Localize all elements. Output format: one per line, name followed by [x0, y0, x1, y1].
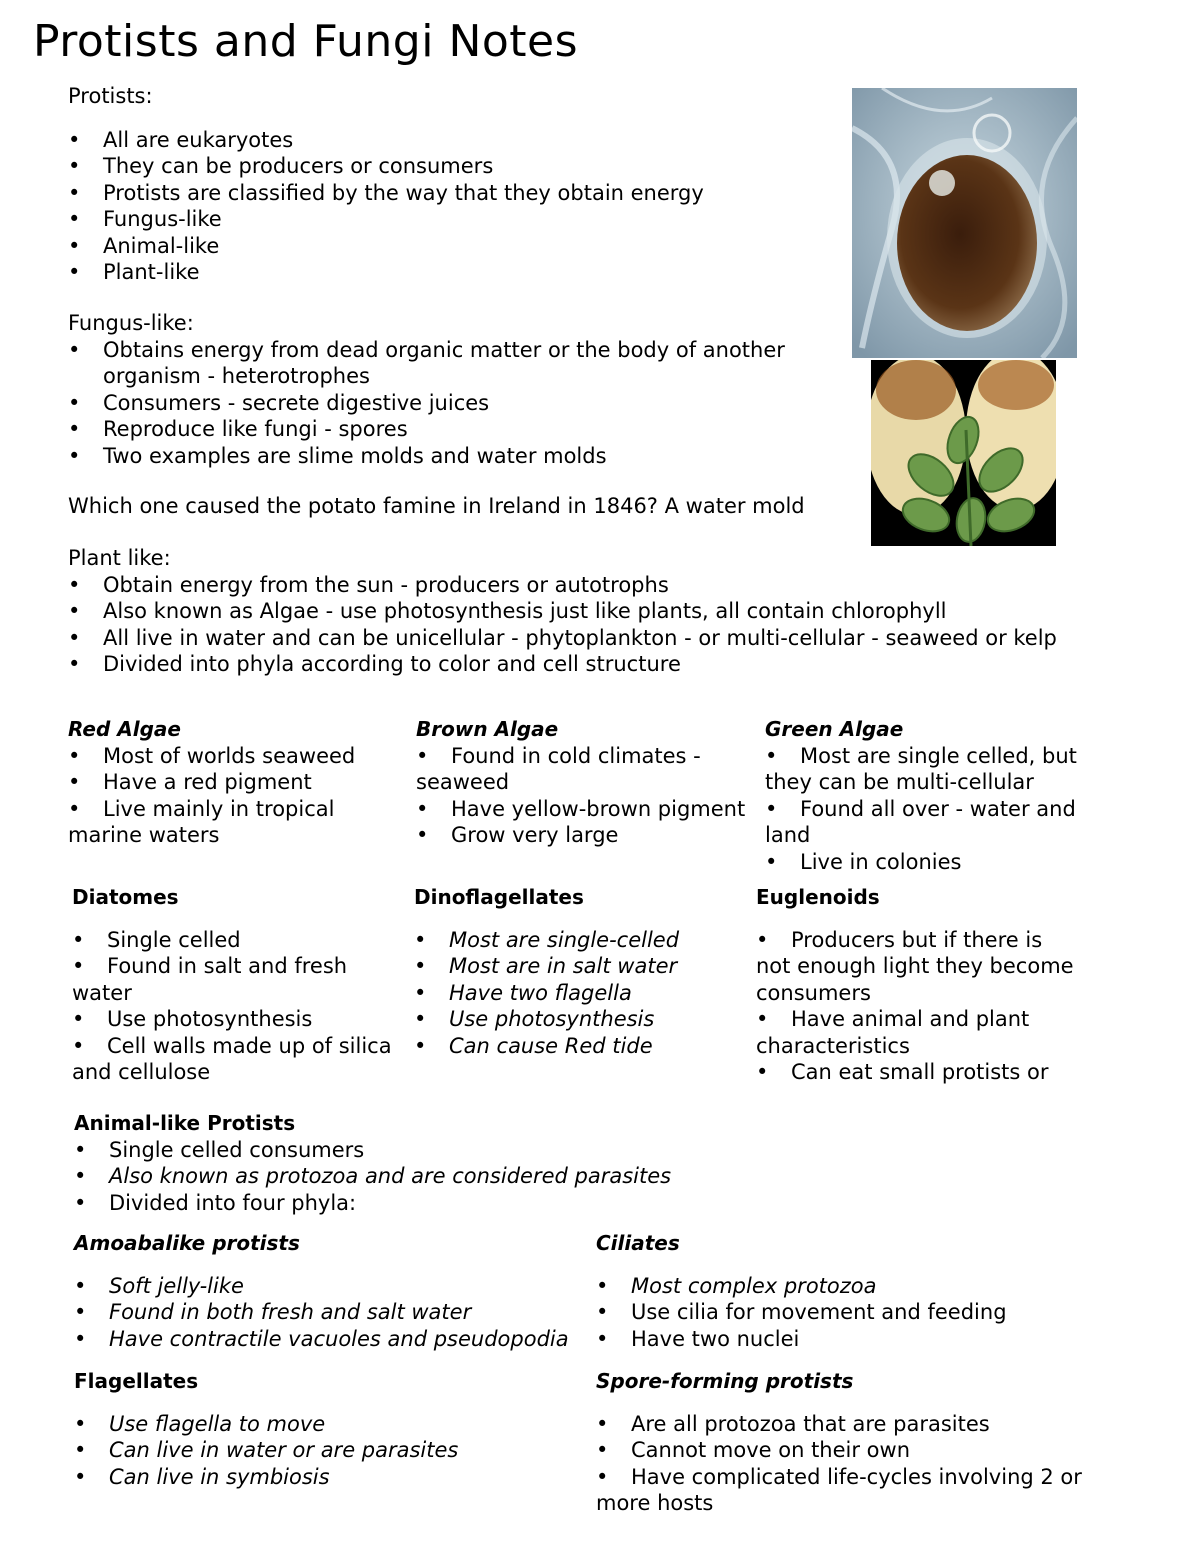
list-item: • Are all protozoa that are parasites	[596, 1411, 990, 1436]
list-item: • Also known as protozoa and are considered parasites	[74, 1163, 974, 1190]
fungus-like-section	[68, 310, 838, 469]
euglenoids-column	[756, 884, 1076, 1086]
spore-forming-column	[596, 1368, 1116, 1517]
list-item: • Can live in symbiosis	[74, 1464, 594, 1491]
amoeba-column	[74, 1230, 594, 1352]
list-item: • Soft jelly-like	[74, 1273, 594, 1300]
brown-algae-heading: Brown Algae	[416, 717, 559, 741]
dinoflagellates-heading: Dinoflagellates	[414, 885, 584, 909]
amoeba-heading: Amoabalike protists	[74, 1231, 300, 1255]
list-item: • Have two nuclei	[596, 1326, 1116, 1353]
ciliates-heading: Ciliates	[596, 1231, 680, 1255]
list-item: • Have a red pigment	[68, 770, 312, 794]
red-algae-column	[68, 716, 398, 849]
list-item: • Found in both fresh and salt water	[74, 1299, 594, 1326]
list-item: • Producers but if there is not enough light they become consumers	[756, 927, 1074, 1005]
dinoflagellates-column	[414, 884, 744, 1059]
diatomes-heading: Diatomes	[72, 885, 179, 909]
list-item: • Consumers - secrete digestive juices	[68, 390, 838, 417]
list-item: • Use flagella to move	[74, 1411, 594, 1438]
list-item: • Single celled consumers	[74, 1137, 974, 1164]
list-item: • Obtain energy from the sun - producers or autotrophs	[68, 572, 1058, 599]
animal-like-section	[74, 1110, 974, 1216]
list-item: • Divided into phyla according to color and cell structure	[68, 651, 1058, 678]
list-item: • Have contractile vacuoles and pseudopodia	[74, 1326, 594, 1353]
list-item: • Most complex protozoa	[596, 1273, 1116, 1300]
animal-like-heading: Animal-like Protists	[74, 1111, 296, 1135]
euglenoids-heading: Euglenoids	[756, 885, 880, 909]
list-item: • Most of worlds seaweed	[68, 743, 356, 768]
list-item: • Most are in salt water	[414, 953, 744, 980]
list-item: • Protists are classified by the way that they obtain energy	[68, 180, 848, 207]
diatomes-column	[72, 884, 402, 1086]
list-item: • Can live in water or are parasites	[74, 1437, 594, 1464]
list-item: • Grow very large	[416, 823, 619, 847]
list-item: • Animal-like	[68, 233, 848, 260]
red-algae-heading: Red Algae	[68, 717, 181, 741]
list-item: • Have yellow-brown pigment	[416, 796, 746, 821]
list-item: • Fungus-like	[68, 206, 848, 233]
spore-forming-heading: Spore-forming protists	[596, 1369, 854, 1393]
potato-blight-image	[871, 360, 1056, 546]
list-item: • Live in colonies	[765, 849, 962, 874]
plant-like-section	[68, 545, 1058, 678]
flagellates-heading: Flagellates	[74, 1369, 199, 1393]
list-item: • Single celled	[72, 927, 241, 952]
list-item: • Cell walls made up of silica and cellulose	[72, 1033, 392, 1084]
flagellates-column	[74, 1368, 594, 1490]
list-item: • Use photosynthesis	[414, 1006, 744, 1033]
list-item: • Reproduce like fungi - spores	[68, 416, 838, 443]
list-item: • Obtains energy from dead organic matter or the body of another organism - heterotrophes	[68, 337, 838, 390]
list-item: • Two examples are slime molds and water molds	[68, 443, 838, 470]
list-item: • Cannot move on their own	[596, 1438, 911, 1462]
list-item: • They can be producers or consumers	[68, 153, 848, 180]
list-item: • Divided into four phyla:	[74, 1190, 974, 1217]
protists-label: Protists:	[68, 84, 153, 108]
list-item: • Can eat small protists or	[756, 1060, 1049, 1084]
list-item: • Found all over - water and land	[765, 796, 1076, 847]
list-item: • Most are single celled, but they can be multi-cellular	[765, 743, 1077, 794]
list-item: • Found in cold climates - seaweed	[416, 743, 701, 794]
list-item: • Have two flagella	[414, 980, 744, 1007]
list-item: • All are eukaryotes	[68, 127, 848, 154]
list-item: • Also known as Algae - use photosynthesis just like plants, all contain chlorophyll	[68, 598, 1058, 625]
page-title: Protists and Fungi Notes	[33, 16, 579, 67]
list-item: • Most are single-celled	[414, 927, 744, 954]
green-algae-heading: Green Algae	[765, 717, 904, 741]
protists-section	[68, 83, 848, 286]
list-item: • Plant-like	[68, 259, 848, 286]
list-item: • Have animal and plant characteristics	[756, 1007, 1030, 1058]
plant-like-label: Plant like:	[68, 546, 171, 570]
ciliates-column	[596, 1230, 1116, 1352]
potato-famine-question: Which one caused the potato famine in Ireland in 1846? A water mold	[68, 494, 805, 518]
list-item: • Have complicated life-cycles involving 2 or more hosts	[596, 1464, 1082, 1515]
list-item: • Use photosynthesis	[72, 1007, 313, 1031]
list-item: • Use cilia for movement and feeding	[596, 1299, 1116, 1326]
list-item: • Can cause Red tide	[414, 1033, 744, 1060]
list-item: • All live in water and can be unicellular - phytoplankton - or multi-cellular - seaweed or kelp	[68, 625, 1058, 652]
fungus-like-label: Fungus-like:	[68, 311, 194, 335]
protist-micrograph-image	[852, 88, 1077, 358]
list-item: • Found in salt and fresh water	[72, 954, 348, 1005]
green-algae-column	[765, 716, 1105, 875]
brown-algae-column	[416, 716, 756, 849]
list-item: • Live mainly in tropical marine waters	[68, 796, 335, 847]
